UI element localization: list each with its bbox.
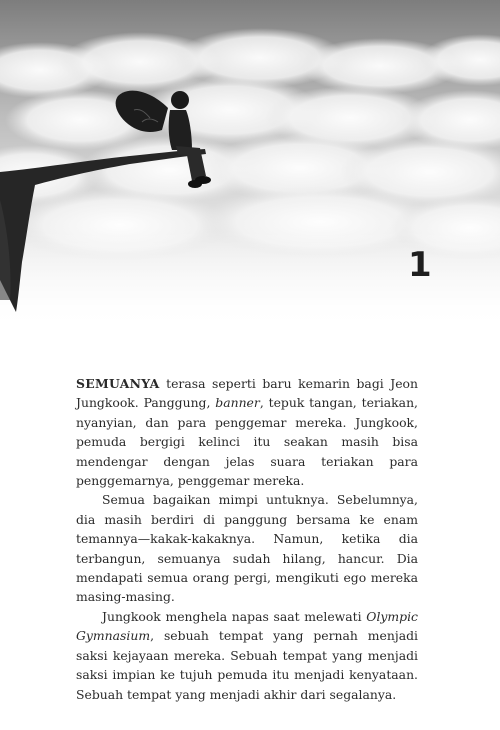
paragraph-2: Semua bagaikan mimpi untuknya. Sebelumnya, dia masih berdiri di panggung bersama ke enam temannya—kakak-kakaknya. Namun, ketika dia terbangun, semuanya sudah hilang, hancur. Dia mendapati semua orang pergi, mengikuti ego mereka masing-masing. (76, 492, 418, 605)
cloud-layer (0, 28, 500, 261)
paragraph-3: Jungkook menghela napas saat melewati Olympic Gymnasium, sebuah tempat yang pernah menjadi saksi kejayaan mereka. Sebuah tempat yang menjadi saksi impian ke tujuh pemuda itu menjadi kenyataan. Sebuah tempat yang menjadi akhir dari segalanya. (76, 608, 418, 702)
chapter-body (76, 374, 418, 704)
lead-word: SEMUANYA (76, 376, 160, 391)
chapter-number: 1 (408, 245, 432, 285)
paragraph-1: SEMUANYA terasa seperti baru kemarin bagi Jeon Jungkook. Panggung, banner, tepuk tangan, teriakan, nyanyian, dan para penggemar mereka. Jungkook, pemuda bergigi kelinci itu seakan masih bisa mendengar dengan jelas suara teriakan para penggemarnya, penggemar mereka. (76, 376, 418, 489)
